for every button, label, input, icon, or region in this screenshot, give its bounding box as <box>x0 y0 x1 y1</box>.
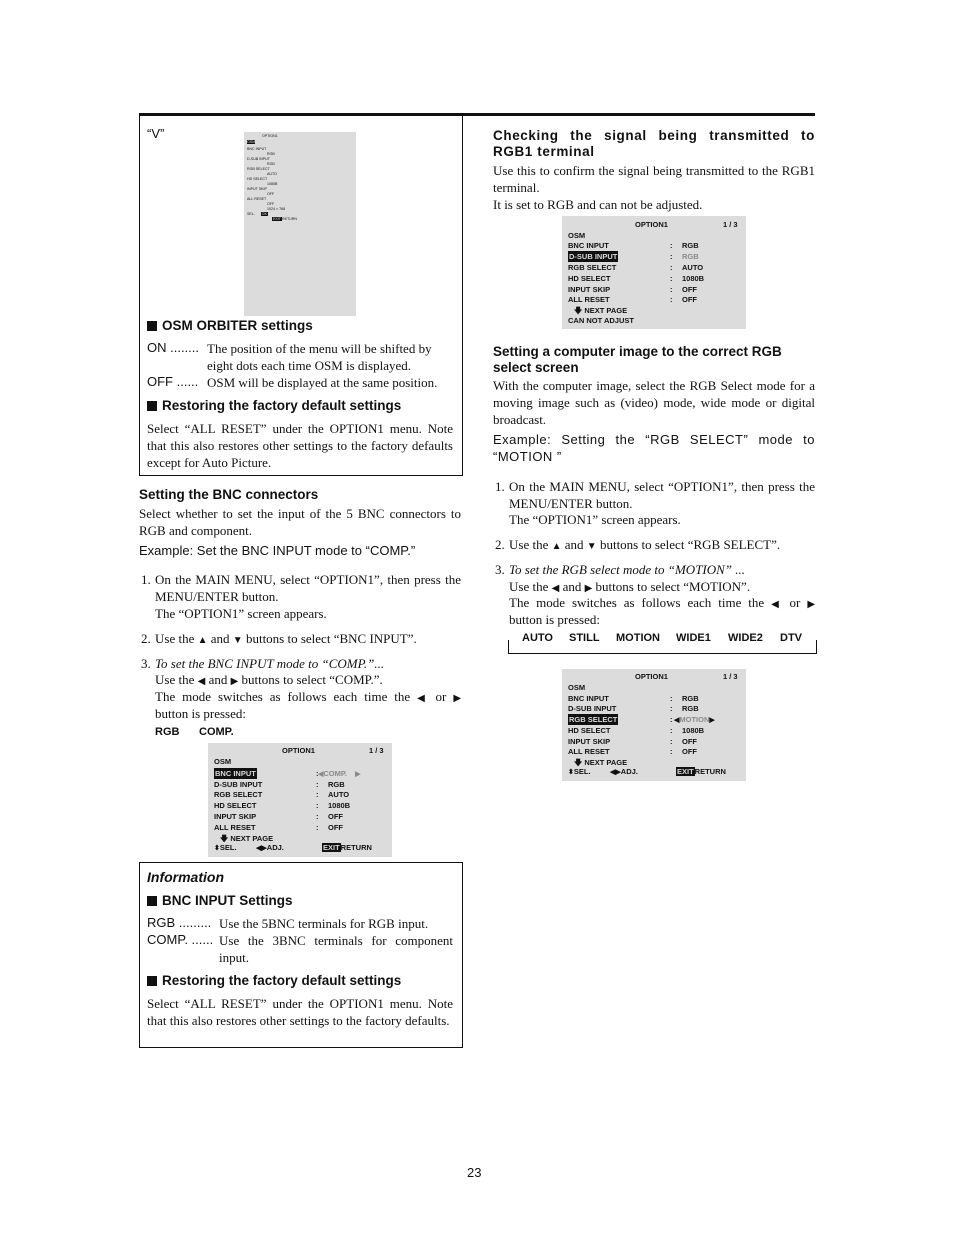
info-comp-term: COMP. ...... <box>147 932 214 947</box>
mini-row-value: OFF <box>267 202 275 206</box>
screen-next-page: 🡇 NEXT PAGE <box>574 306 628 315</box>
rgbsel-step1: On the MAIN MENU, select “OPTION1”, then press the MENU/ENTER button. <box>509 479 815 511</box>
restore-text-1: Select “ALL RESET” under the OPTION1 menu. Note that this also restores other settings to the factory defaults except for Auto Picture. <box>147 421 453 470</box>
page-number: 23 <box>467 1165 482 1180</box>
bnc-step1: On the MAIN MENU, select “OPTION1”, then press the MENU/ENTER button. <box>155 572 461 604</box>
screen-row: D-SUB INPUT : RGB <box>569 252 699 261</box>
screen-row: INPUT SKIP : OFF <box>568 285 697 294</box>
bnc-step1-num: 1. <box>141 572 151 587</box>
left-arrow-icon: ◀ <box>197 676 206 687</box>
mini-osm-screen <box>244 132 356 316</box>
rgbsel-step1-num: 1. <box>495 479 505 494</box>
bnc-step2-num: 2. <box>141 631 151 646</box>
screen-row: HD SELECT : 1080B <box>214 801 351 810</box>
rgb-mode-motion: MOTION <box>616 632 660 644</box>
left-arrow-icon: ◀ <box>551 583 560 594</box>
mini-sel: SEL. <box>247 212 255 216</box>
left-right-arrow-icon: ◀▶ <box>256 845 267 852</box>
rgb-mode-wide1: WIDE1 <box>676 632 711 644</box>
left-arrow-icon: ◀ <box>771 599 783 610</box>
screen-row: BNC INPUT : RGB <box>568 241 699 250</box>
osm-screen-dsub <box>562 216 746 329</box>
mini-osm: OSM <box>247 140 256 144</box>
bnc-heading: Setting the BNC connectors <box>139 487 319 502</box>
screen-row: RGB SELECT : AUTO <box>568 263 704 272</box>
screen-row: RGB SELECT : AUTO <box>214 790 350 799</box>
screen-cannot-adjust: CAN NOT ADJUST <box>568 316 634 325</box>
screen-title: OPTION1 <box>282 746 315 755</box>
restore-heading-2: Restoring the factory default settings <box>147 973 401 989</box>
mini-row-label: D-SUB INPUT <box>247 157 270 161</box>
bnc-mode-rgb: RGB <box>155 726 180 738</box>
orbiter-off-desc: OSM will be displayed at the same position. <box>207 375 438 390</box>
bnc-step3-num: 3. <box>141 656 151 671</box>
mini-footer-exit <box>272 217 297 221</box>
mini-row-label: HD SELECT <box>247 177 268 181</box>
mini-exit: EXIT <box>273 217 281 221</box>
orbiter-on-term: ON ........ <box>147 340 200 355</box>
left-arrow-icon: ◀ <box>674 717 680 724</box>
osm-orbiter-heading: OSM ORBITER settings <box>147 318 313 334</box>
left-right-arrow-icon: ◀▶ <box>610 769 621 776</box>
rgb-mode-still: STILL <box>569 632 600 644</box>
screen-sel: ⬍SEL. <box>568 767 591 776</box>
mini-resolution: 1024 × 768 <box>267 207 286 211</box>
left-arrow-icon: ◀ <box>417 693 429 704</box>
bnc-step1b: The “OPTION1” screen appears. <box>155 606 327 621</box>
screen-adj: ◀▶ADJ. <box>256 843 284 852</box>
screen-row: HD SELECT : 1080B <box>568 274 705 283</box>
screen-row: INPUT SKIP : OFF <box>568 737 697 746</box>
screen-row: BNC INPUT : RGB <box>568 694 699 703</box>
mini-title: OPTION1 <box>262 134 278 138</box>
rgb-mode-wide2: WIDE2 <box>728 632 763 644</box>
bnc-input-settings-heading: BNC INPUT Settings <box>147 893 293 909</box>
check-text-1: Use this to confirm the signal being transmitted to the RGB1 terminal. <box>493 163 815 195</box>
rgbsel-example: Example: Setting the “RGB SELECT” mode to “MOTION ” <box>493 432 815 464</box>
mini-row-value: RGB <box>267 152 275 156</box>
bnc-example: Example: Set the BNC INPUT mode to “COMP.” <box>139 543 416 558</box>
square-bullet-icon <box>147 321 157 331</box>
rgbsel-step1b: The “OPTION1” screen appears. <box>509 512 681 527</box>
bnc-step3-italic: To set the BNC INPUT mode to “COMP.”... <box>155 656 385 671</box>
down-arrow-icon: 🡇 <box>574 758 583 767</box>
mini-row-value: AUTO <box>267 172 277 176</box>
bnc-intro: Select whether to set the input of the 5 BNC connectors to RGB and component. <box>139 506 461 538</box>
down-arrow-icon: ▼ <box>586 541 597 552</box>
screen-row: ALL RESET : OFF <box>214 823 343 832</box>
down-arrow-icon: 🡇 <box>574 306 583 315</box>
restore-heading-1: Restoring the factory default settings <box>147 398 401 414</box>
bnc-step3a: Use the ◀ and ▶ buttons to select “COMP.”. <box>155 672 383 687</box>
down-arrow-icon: ▼ <box>232 635 243 646</box>
mini-row-label: ALL RESET <box>247 197 267 201</box>
up-down-arrow-icon: ⬍ <box>214 845 220 852</box>
check-heading: Checking the signal being transmitted to RGB1 terminal <box>493 128 815 159</box>
screen-osm: OSM <box>568 231 586 240</box>
mini-ok: OK <box>261 212 267 216</box>
screen-row: INPUT SKIP : OFF <box>214 812 343 821</box>
mini-row-value: OFF <box>267 192 275 196</box>
up-down-arrow-icon: ⬍ <box>568 769 574 776</box>
mini-row-value: 1080B <box>267 182 278 186</box>
bnc-mode-comp: COMP. <box>199 726 234 738</box>
screen-page: 1 / 3 <box>723 220 738 229</box>
screen-osm: OSM <box>568 683 586 692</box>
rgbsel-intro: With the computer image, select the RGB Select mode for a moving image such as (video) mode, wide mode or digital broadcast. <box>493 378 815 427</box>
rgbsel-step2-num: 2. <box>495 537 505 552</box>
rgb-mode-dtv: DTV <box>780 632 802 644</box>
bnc-step3d: button is pressed: <box>155 706 246 721</box>
square-bullet-icon <box>147 896 157 906</box>
left-arrow-icon: ◀ <box>318 771 324 778</box>
screen-row: D-SUB INPUT : RGB <box>214 780 345 789</box>
information-title: Information <box>147 869 224 885</box>
square-bullet-icon <box>147 976 157 986</box>
osm-screen-motion <box>562 669 746 781</box>
screen-title: OPTION1 <box>635 672 668 681</box>
screen-next-page: 🡇 NEXT PAGE <box>574 758 628 767</box>
screen-row: D-SUB INPUT : RGB <box>568 704 699 713</box>
screen-title: OPTION1 <box>635 220 668 229</box>
mini-return: RETURN <box>282 217 297 221</box>
mini-row-label: BNC INPUT <box>247 147 267 151</box>
rgbsel-step3a: Use the ◀ and ▶ buttons to select “MOTION”. <box>509 579 751 594</box>
right-arrow-icon: ▶ <box>584 583 593 594</box>
rgbsel-heading: Setting a computer image to the correct RGB select screen <box>493 344 782 375</box>
right-arrow-icon: ▶ <box>230 676 239 687</box>
up-arrow-icon: ▲ <box>197 635 208 646</box>
screen-adj: ◀▶ADJ. <box>610 767 638 776</box>
up-arrow-icon: ▲ <box>551 541 562 552</box>
mini-row-label: INPUT SKIP <box>247 187 267 191</box>
restore-text-2: Select “ALL RESET” under the OPTION1 menu. Note that this also restores other settings to the factory defaults. <box>147 996 453 1028</box>
check-text-2: It is set to RGB and can not be adjusted. <box>493 197 703 212</box>
mini-footer <box>247 212 268 216</box>
down-arrow-icon: 🡇 <box>220 834 229 843</box>
info-comp-desc: Use the 3BNC terminals for component input. <box>219 933 453 965</box>
info-rgb-desc: Use the 5BNC terminals for RGB input. <box>219 916 429 931</box>
mini-row-value: RGB <box>267 162 275 166</box>
mini-row-label: RGB SELECT <box>247 167 270 171</box>
right-arrow-icon: ▶ <box>453 693 462 704</box>
rgbsel-step3-italic: To set the RGB select mode to “MOTION” ... <box>509 562 746 577</box>
mode-cycle-mask <box>512 638 811 652</box>
bnc-step3c: The mode switches as follows each time the ◀ or ▶ <box>155 689 462 704</box>
screen-next-page: 🡇 NEXT PAGE <box>220 834 274 843</box>
v-label: “V” <box>147 126 165 141</box>
right-arrow-icon: ▶ <box>807 599 816 610</box>
rgbsel-step3d: button is pressed: <box>509 612 600 627</box>
rgb-mode-auto: AUTO <box>522 632 553 644</box>
bnc-step2: Use the ▲ and ▼ buttons to select “BNC INPUT”. <box>155 631 417 646</box>
right-arrow-icon: ▶ <box>709 717 715 724</box>
screen-page: 1 / 3 <box>369 746 384 755</box>
screen-exit: EXITRETURN <box>677 767 726 776</box>
screen-row: BNC INPUT : ◀COMP. ▶ <box>215 769 361 778</box>
screen-row: ALL RESET : OFF <box>568 747 697 756</box>
info-rgb-term: RGB ......... <box>147 915 212 930</box>
screen-exit: EXITRETURN <box>323 843 372 852</box>
orbiter-on-desc: The position of the menu will be shifted by eight dots each time OSM is displayed. <box>207 341 432 373</box>
right-arrow-icon: ▶ <box>355 771 361 778</box>
screen-osm: OSM <box>214 757 232 766</box>
rgbsel-step3-num: 3. <box>495 562 505 577</box>
rgbsel-step3c: The mode switches as follows each time the ◀ or ▶ <box>509 595 816 610</box>
rgbsel-step2: Use the ▲ and ▼ buttons to select “RGB SELECT”. <box>509 537 781 552</box>
screen-row: RGB SELECT : ◀MOTION▶ <box>569 715 715 724</box>
orbiter-off-term: OFF ...... <box>147 374 199 389</box>
screen-row: HD SELECT : 1080B <box>568 726 705 735</box>
screen-page: 1 / 3 <box>723 672 738 681</box>
screen-sel: ⬍SEL. <box>214 843 237 852</box>
square-bullet-icon <box>147 401 157 411</box>
screen-row: ALL RESET : OFF <box>568 295 697 304</box>
osm-screen-bnc <box>208 743 392 857</box>
